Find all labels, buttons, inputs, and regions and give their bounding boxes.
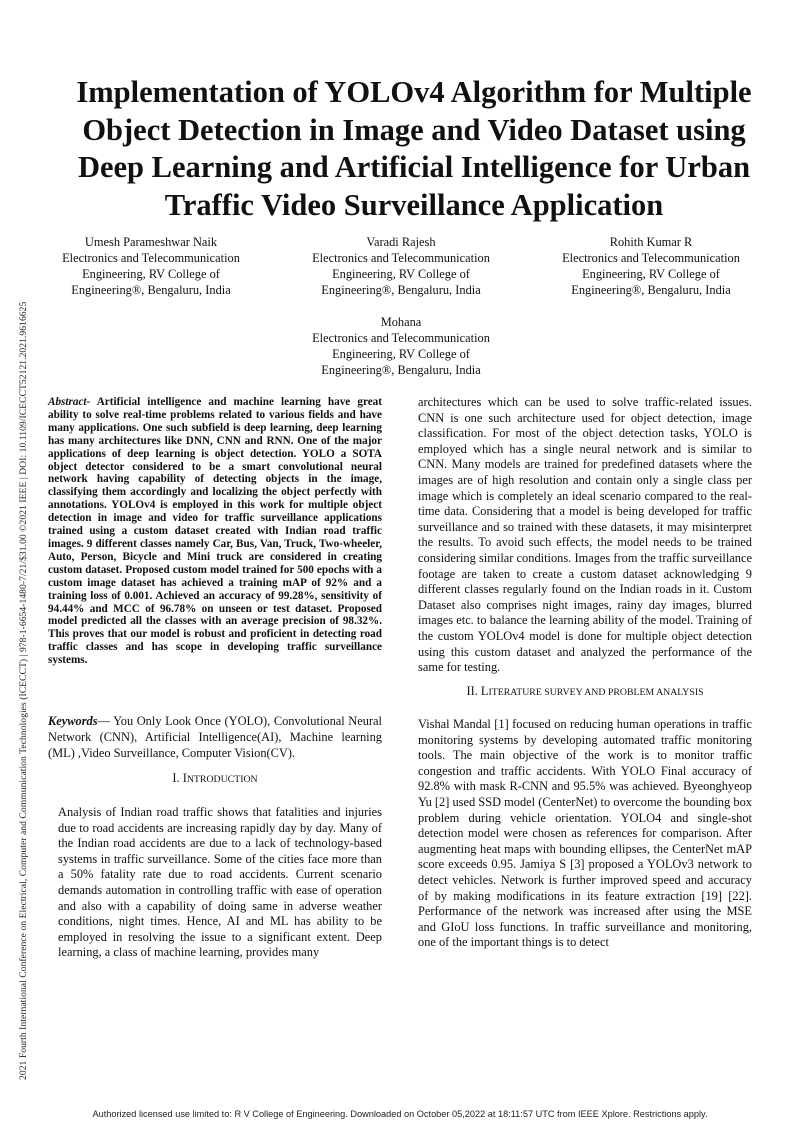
title-line: Traffic Video Surveillance Application [164, 187, 664, 222]
abstract-label: Abstract- [48, 396, 91, 408]
author-affiliation-line: Electronics and Telecommunication [562, 251, 740, 265]
paper-title [40, 74, 788, 224]
author-block [276, 234, 526, 298]
paragraph-text: Vishal Mandal [1] focused on reducing human operations in traffic monitoring systems by developing automated traffic monitoring tools. The main objective of the work is to monitor traffic congestion and traffic accidents. With YOLO Final accuracy of 92.8% with mask R-CNN and 95.5% was achieved. Byeonghyeop Yu [2] used SSD model (CenterNet) to overcome the bounding box problem during vehicle orientation. YOLO4 and single-shot detection model were chosen as references for comparison. After augmenting heat maps with bounding ellipses, the CenterNet mAP score exceeds 0.95. Jamiya S [3] proposed a YOLOv3 network to detect vehicles. Network is further improved speed and accuracy of by making modifications in its feature extraction [19] [22]. Performance of the network was increased after using the MSE and GIoU loss functions. In traffic surveillance and monitoring, one of the important things is to detect [418, 717, 752, 950]
ieee-citation-sidebar: 2021 Fourth International Conference on Electrical, Computer and Communication Technologies (ICECCT) | 978-1-6654-1480-7/21/$31.00 ©2021 IEEE | DOI: 10.1109/ICECCT52121.2021.9616625 [18, 301, 29, 1080]
author-affiliation-line: Engineering®, Bengaluru, India [321, 283, 481, 297]
paragraph-text: architectures which can be used to solve traffic-related issues. CNN is one such architecture used for object detection, image classification. For most of the object detection tasks, YOLO is employed which has a single neural network and is similar to CNN. Many models are trained for predefined datasets where the images are of high resolution and contain only a single class per image which is completely an ideal scenario compared to the real-time data. Considering that a model is being developed for traffic surveillance and so trained with these datasets, it may misinterpret the results. To avoid such effects, the model needs to be trained considering similar conditions. Images from the traffic surveillance footage are taken to create a custom dataset acknowledging 9 different classes regularly found on the Indian roads in it. Custom Dataset also comprises night images, rainy day images, blurred images etc. to balance the learning ability of the model. Training of the custom YOLOv4 model is done for multiple object detection using this custom dataset and analyzed the performance of the same for testing. [418, 395, 752, 675]
keywords [48, 713, 382, 761]
author-affiliation-line: Electronics and Telecommunication [62, 251, 240, 265]
author-affiliation-line: Electronics and Telecommunication [312, 251, 490, 265]
abstract [48, 396, 382, 667]
section-number: II. [466, 684, 478, 698]
title-line: Deep Learning and Artificial Intelligence for Urban [77, 150, 751, 184]
section-title-rest: NTRODUCTION [186, 774, 258, 785]
section-heading-literature-survey [418, 684, 752, 699]
section-title-initial: I [182, 771, 187, 785]
author-name: Umesh Parameshwar Naik [84, 235, 218, 249]
paragraph-text: Analysis of Indian road traffic shows that fatalities and injuries due to road accidents are increasing rapidly day by day. Many of the Indian road accidents are due to a lack of technology-based systems in traffic surveillance. Some of the cities face more than a 50% fatality rate due to road accidents. Current scenario demands automation in controlling traffic with ease of operation and also with a capability of doing same in adverse weather conditions, night times. Hence, AI and ML has ability to be employed in resolving the issue to a significant extent. Deep learning, a class of machine learning, provides many [58, 805, 382, 960]
introduction-paragraph [58, 805, 382, 961]
license-footer: Authorized licensed use limited to: R V College of Engineering. Downloaded on October 05,2022 at 18:11:57 UTC from IEEE Xplore. Restrictions apply. [92, 1109, 708, 1119]
author-name: Mohana [380, 315, 422, 329]
introduction-continued-paragraph [418, 395, 752, 676]
author-block [26, 234, 276, 298]
section-title-initial: L [480, 684, 489, 698]
author-block [526, 234, 776, 298]
author-affiliation-line: Electronics and Telecommunication [312, 331, 490, 345]
author-affiliation-line: Engineering, RV College of [82, 267, 220, 281]
author-affiliation-line: Engineering®, Bengaluru, India [71, 283, 231, 297]
author-affiliation-line: Engineering®, Bengaluru, India [321, 363, 481, 377]
author-name: Rohith Kumar R [609, 235, 693, 249]
section-heading-introduction [48, 771, 382, 786]
title-line: Object Detection in Image and Video Dataset using [82, 112, 746, 147]
keywords-text: — You Only Look Once (YOLO), Convolutional Neural Network (CNN), Artificial Intelligence(AI), Machine learning (ML) ,Video Surveillance, Computer Vision(CV). [48, 714, 382, 760]
section-number: I. [172, 771, 180, 785]
author-name: Varadi Rajesh [366, 235, 436, 249]
literature-survey-paragraph [418, 717, 752, 951]
abstract-text: Artificial intelligence and machine learning have great ability to solve real-time problems related to various fields and have many applications. One such subfield is deep learning, deep learning has many architectures like DNN, CNN and RNN. One of the major applications of deep learning is object detection. YOLO a SOTA object detector considered to be a smart convolutional neural network having capability of detecting objects in the image, classifying them accordingly and localizing the object perfectly with annotations. YOLOv4 is employed in this work for multiple object detection in image and video for traffic surveillance applications trained using a custom dataset created with Indian road traffic images. 9 different classes namely Car, Bus, Van, Truck, Two-wheeler, Auto, Person, Bicycle and Mini truck are considered in creating custom dataset. Proposed custom model trained for 500 epochs with a custom image dataset has achieved a training mAP of 92% and a training loss of 0.001. Achieved an accuracy of 99.28%, sensitivity of 94.44% and MCC of 96.78% on unseen or test dataset. Proposed model predicted all the classes with an average precision of 98.32%. This proves that our model is robust and proficient in detecting road traffic classes and has scope in developing traffic surveillance systems. [48, 396, 382, 667]
author-affiliation-line: Engineering, RV College of [582, 267, 720, 281]
author-affiliation-line: Engineering®, Bengaluru, India [571, 283, 731, 297]
title-line: Implementation of YOLOv4 Algorithm for Multiple [76, 75, 752, 109]
author-affiliation-line: Engineering, RV College of [332, 267, 470, 281]
section-title-rest: ITERATURE SURVEY AND PROBLEM ANALYSIS [488, 687, 704, 698]
author-affiliation-line: Engineering, RV College of [332, 347, 470, 361]
keywords-label: Keywords [48, 714, 98, 728]
author-block [276, 314, 526, 378]
